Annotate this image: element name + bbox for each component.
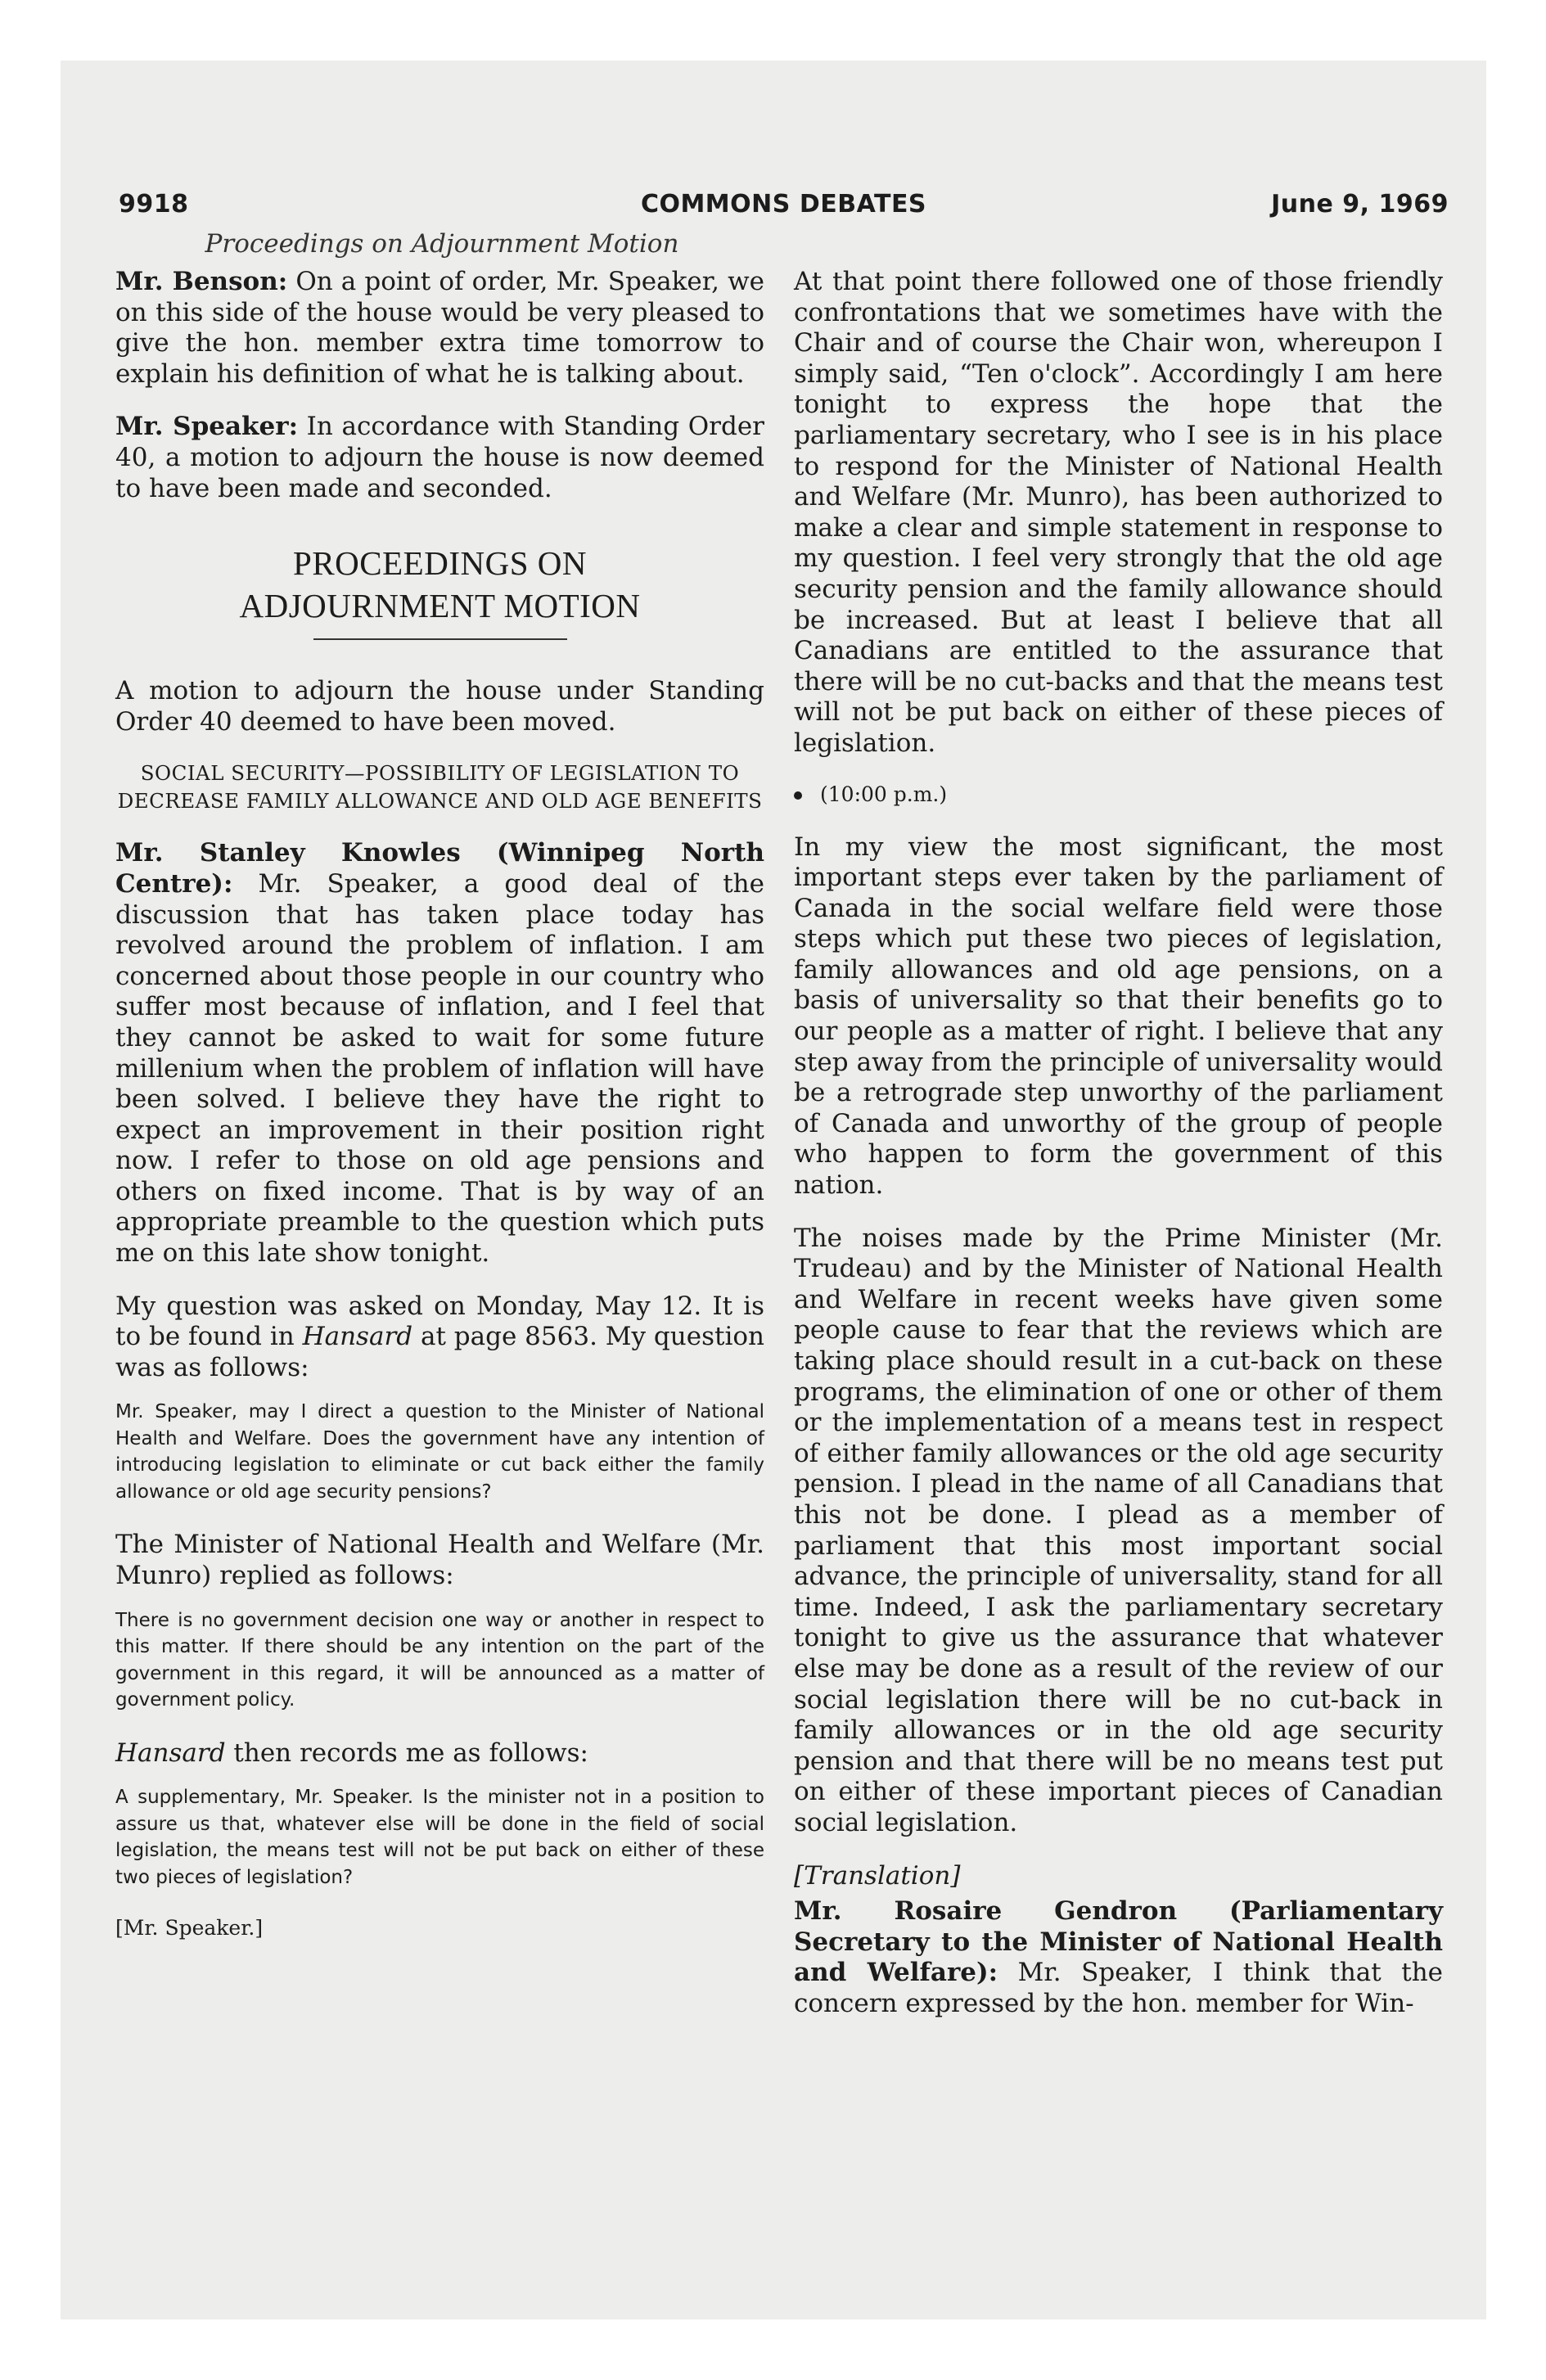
speaker-name: Mr. Speaker: (115, 412, 299, 442)
paragraph: In my view the most significant, the most important steps ever taken by the parliament of Canada in the social welfare field were those steps which put these two pieces of legislation, family allowances and old age pensions, on a basis of universality so that their benefits go to our people as a matter of right. I believe that any step away from the principle of universality would be a retrograde step unworthy of the parliament of Canada and unworthy of the group of people who happen to form the government of this nation. (794, 832, 1443, 1201)
paragraph: The Minister of National Health and Welfare (Mr. Munro) replied as follows: (115, 1530, 764, 1591)
right-column (794, 267, 1443, 2041)
title-divider (313, 638, 567, 640)
paragraph: Mr. Stanley Knowles (Winnipeg North Centre): Mr. Speaker, a good deal of the discussion that has taken place today has revolved around the problem of inflation. I am concerned about those people in our country who suffer most because of inflation, and I feel that they cannot be asked to wait for some future millenium when the problem of inflation will have been solved. I believe they have the right to expect an improvement in their position right now. I refer to those on old age pensions and others on fixed income. That is by way of an appropriate preamble to the question which puts me on this late show tonight. (115, 838, 764, 1269)
speaker-name: Mr. Rosaire Gendron (Parliamentary Secretary to the Minister of National Health and Welfare): (794, 1896, 1443, 1988)
time-stamp: (10:00 p.m.) (794, 782, 1443, 808)
translation-note: [Translation] (794, 1860, 961, 1891)
block-quote: There is no government decision one way or another in respect to this matter. If there should be any intention on the part of the government in this regard, it will be announced as a matter of government policy. (115, 1609, 764, 1711)
paragraph: Hansard then records me as follows: (115, 1738, 588, 1768)
paragraph: Mr. Rosaire Gendron (Parliamentary Secretary to the Minister of National Health and Welfare): Mr. Speaker, I think that the concern expressed by the hon. member for Win- (794, 1896, 1444, 2018)
paragraph: My question was asked on Monday, May 12. It is to be found in Hansard at page 8563. My question was as follows: (115, 1291, 764, 1382)
section-running-head: Proceedings on Adjournment Motion (205, 229, 679, 259)
publication-date: June 9, 1969 (1271, 190, 1449, 219)
block-quote: Mr. Speaker, may I direct a question to the Minister of National Health and Welfare. Does the government have any intention of introducing legislation to eliminate or cut back either the family allowance or old age security pensions? (115, 1401, 764, 1503)
speaker-note: [Mr. Speaker.] (115, 1916, 264, 1941)
publication-title: COMMONS DEBATES (640, 190, 927, 219)
section-title: PROCEEDINGS ON ADJOURNMENT MOTION (239, 544, 641, 625)
page-number: 9918 (119, 190, 189, 219)
speaker-name: Mr. Stanley Knowles (Winnipeg North Centre): (115, 838, 764, 899)
publication-reference: Hansard (302, 1322, 413, 1352)
topic-heading: SOCIAL SECURITY—POSSIBILITY OF LEGISLATION TO DECREASE FAMILY ALLOWANCE AND OLD AGE BENEFITS (117, 761, 763, 814)
paragraph: Mr. Benson: On a point of order, Mr. Speaker, we on this side of the house would be very pleased to give the hon. member extra time tomorrow to explain his definition of what he is talking about. (115, 267, 765, 389)
speaker-name: Mr. Benson: (115, 267, 288, 296)
left-column (115, 267, 764, 1941)
paragraph: Mr. Speaker: In accordance with Standing Order 40, a motion to adjourn the house is now deemed to have been made and seconded. (115, 412, 764, 503)
page-header (119, 190, 1449, 231)
paragraph: The noises made by the Prime Minister (Mr. Trudeau) and by the Minister of National Health and Welfare in recent weeks have given some people cause to fear that the reviews which are taking place should result in a cut-back on these programs, the elimination of one or other of them or the implementation of a means test in respect of either family allowances or the old age security pension. I plead in the name of all Canadians that this not be done. I plead as a member of parliament that this most important social advance, the principle of universality, stand for all time. Indeed, I ask the parliamentary secretary tonight to give us the assurance that whatever else may be done as a result of the review of our social legislation there will be no cut-back in family allowances or in the old age security pension and that there will be no means test put on either of these important pieces of Canadian social legislation. (794, 1223, 1443, 1837)
block-quote: A supplementary, Mr. Speaker. Is the minister not in a position to assure us that, whatever else will be done in the field of social legislation, the means test will not be put back on either of these two pieces of legislation? (115, 1787, 764, 1888)
publication-reference: Hansard (115, 1738, 226, 1768)
paragraph: At that point there followed one of those friendly confrontations that we sometimes have with the Chair and of course the Chair won, whereupon I simply said, “Ten o'clock”. Accordingly I am here tonight to express the hope that the parliamentary secretary, who I see is in his place to respond for the Minister of National Health and Welfare (Mr. Munro), has been authorized to make a clear and simple statement in response to my question. I feel very strongly that the old age security pension and the family allowance should be increased. But at least I believe that all Canadians are entitled to the assurance that there will be no cut-backs and that the means test will not be put back on either of these pieces of legislation. (794, 267, 1443, 758)
bullet-icon (794, 791, 802, 800)
paragraph: A motion to adjourn the house under Standing Order 40 deemed to have been moved. (115, 676, 764, 737)
